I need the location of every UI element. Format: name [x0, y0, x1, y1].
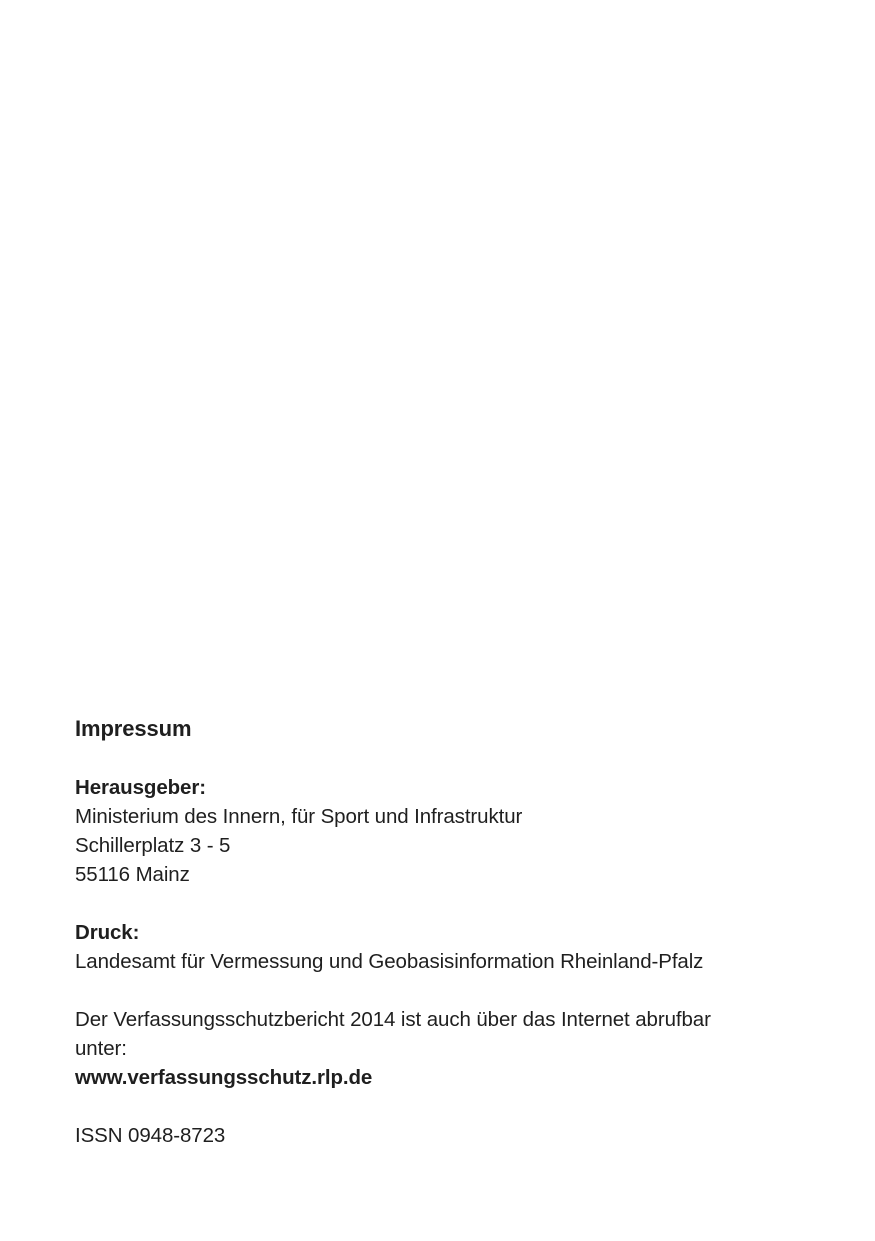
publisher-city: 55116 Mainz [75, 863, 190, 886]
spacer [75, 976, 775, 1005]
print-company: Landesamt für Vermessung und Geobasisinformation Rheinland-Pfalz [75, 950, 704, 973]
impressum-title: Impressum [75, 716, 192, 741]
online-text-line-1: Der Verfassungsschutzbericht 2014 ist auch über das Internet abrufbar [75, 1008, 711, 1031]
spacer [75, 889, 775, 918]
publisher-street: Schillerplatz 3 - 5 [75, 834, 231, 857]
impressum-section [75, 714, 775, 1150]
publisher-name: Ministerium des Innern, für Sport und Infrastruktur [75, 805, 523, 828]
spacer [75, 744, 775, 773]
spacer [75, 1092, 775, 1121]
print-label: Druck: [75, 921, 140, 944]
website-link[interactable]: www.verfassungsschutz.rlp.de [75, 1066, 373, 1089]
issn-number: ISSN 0948-8723 [75, 1124, 226, 1147]
publisher-label: Herausgeber: [75, 776, 206, 799]
online-text-line-2: unter: [75, 1037, 127, 1060]
